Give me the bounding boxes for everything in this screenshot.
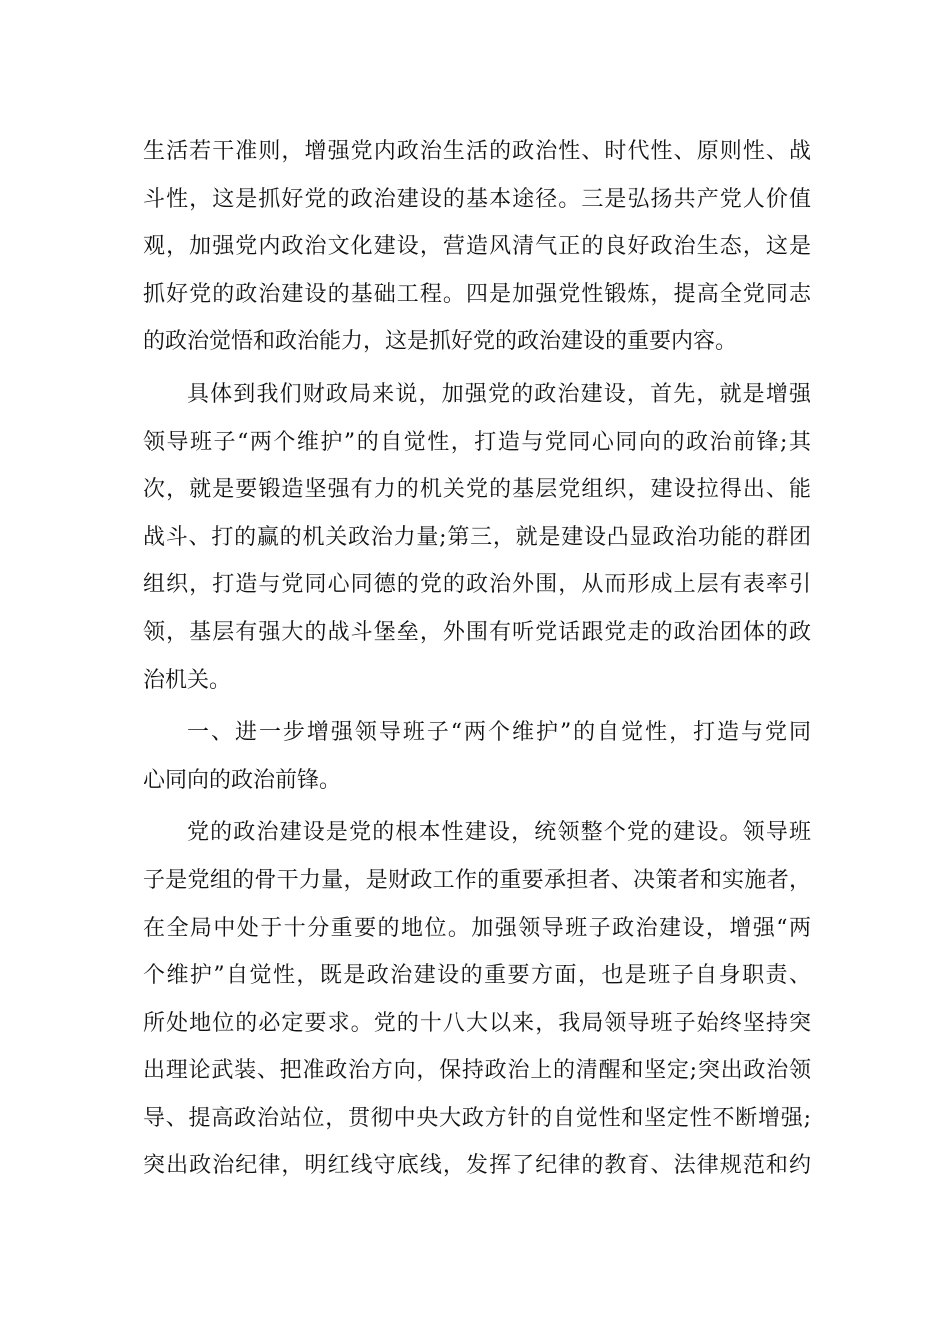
paragraph-2-line-7: 治机关。 (143, 667, 232, 693)
paragraph-2-line-3: 次，就是要锻造坚强有力的机关党的基层党组织，建设拉得出、能 (143, 477, 811, 503)
paragraph-4-line-7: 导、提高政治站位，贯彻中央大政方针的自觉性和坚定性不断增强; (143, 1105, 811, 1131)
paragraph-1-line-1: 生活若干准则，增强党内政治生活的政治性、时代性、原则性、战 (143, 139, 811, 164)
section-heading-line-2: 心同向的政治前锋。 (143, 767, 342, 793)
paragraph-1-line-4: 抓好党的政治建设的基础工程。四是加强党性锻炼，提高全党同志 (143, 281, 811, 307)
paragraph-4-line-8: 突出政治纪律，明红线守底线，发挥了纪律的教育、法律规范和约 (143, 1153, 811, 1179)
paragraph-4-line-5: 所处地位的必定要求。党的十八大以来，我局领导班子始终坚持突 (143, 1010, 811, 1036)
paragraph-2-line-4: 战斗、打的赢的机关政治力量;第三，就是建设凸显政治功能的群团 (143, 524, 811, 550)
paragraph-2-line-6: 领，基层有强大的战斗堡垒，外围有听党话跟党走的政治团体的政 (143, 619, 811, 645)
paragraph-2-line-1: 具体到我们财政局来说，加强党的政治建设，首先，就是增强 (187, 381, 811, 407)
paragraph-4-line-6: 出理论武装、把准政治方向，保持政治上的清醒和坚定;突出政治领 (143, 1058, 811, 1084)
paragraph-4-line-2: 子是党组的骨干力量，是财政工作的重要承担者、决策者和实施者， (143, 867, 811, 893)
paragraph-4-line-3: 在全局中处于十分重要的地位。加强领导班子政治建设，增强“两 (143, 915, 811, 941)
body-text (143, 128, 811, 1190)
paragraph-1-line-5: 的政治觉悟和政治能力，这是抓好党的政治建设的重要内容。 (143, 329, 738, 355)
paragraph-2-line-5: 组织，打造与党同心同德的党的政治外围，从而形成上层有表率引 (143, 572, 811, 598)
paragraph-1-line-3: 观，加强党内政治文化建设，营造风清气正的良好政治生态，这是 (143, 234, 811, 260)
paragraph-4-line-1: 党的政治建设是党的根本性建设，统领整个党的建设。领导班 (187, 820, 811, 846)
paragraph-4-line-4: 个维护”自觉性，既是政治建设的重要方面，也是班子自身职责、 (143, 963, 811, 989)
paragraph-1-line-2: 斗性，这是抓好党的政治建设的基本途径。三是弘扬共产党人价值 (143, 186, 811, 212)
paragraph-2-line-2: 领导班子“两个维护”的自觉性，打造与党同心同向的政治前锋;其 (143, 429, 811, 455)
section-heading-line-1: 一、进一步增强领导班子“两个维护”的自觉性，打造与党同 (187, 720, 811, 746)
